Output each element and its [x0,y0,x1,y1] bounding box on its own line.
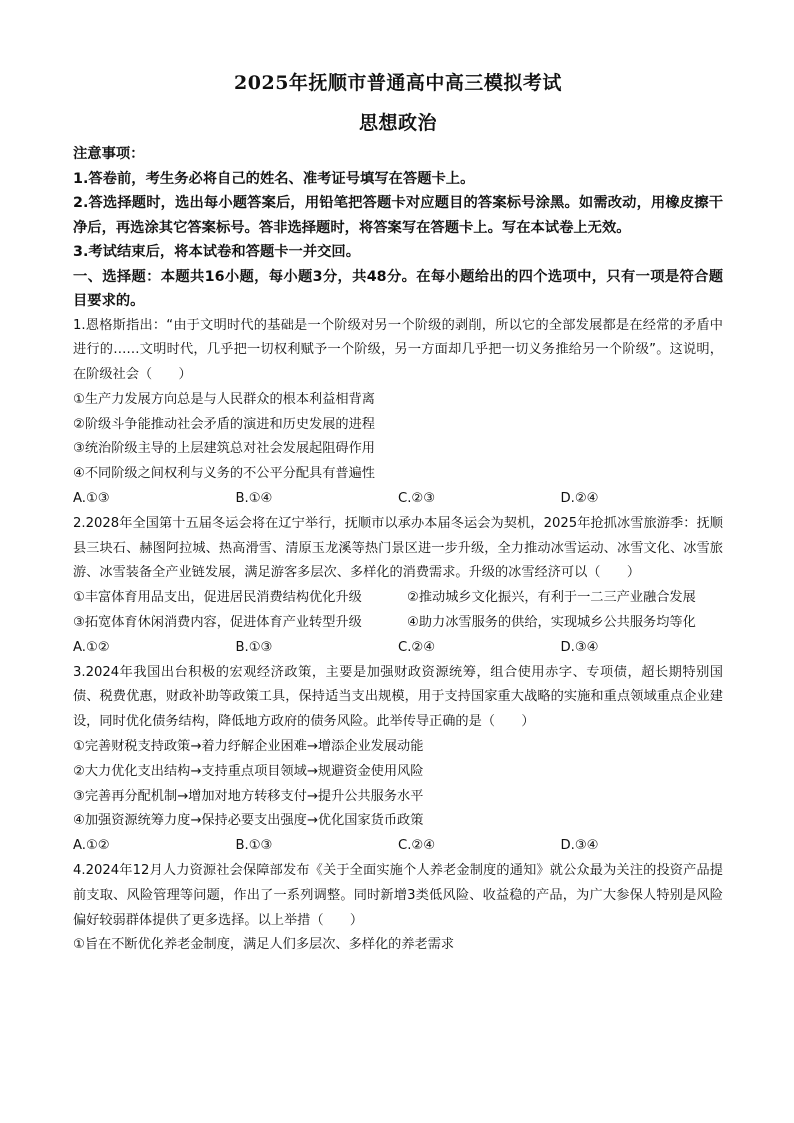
question-stem: 2.2028年全国第十五届冬运会将在辽宁举行，抚顺市以承办本届冬运会为契机，2025年抢抓冰雪旅游季：抚顺县三块石、赫图阿拉城、热高滑雪、清原玉龙溪等热门景区进一步升级，全力推动冰雪运动、冰雪文化、冰雪旅游、冰雪装备全产业链发展，满足游客多层次、多样化的消费需求。升级的冰雪经济可以（ ） [73,515,723,581]
choice-d: D.③④ [560,838,599,854]
statement: ②大力优化支出结构→支持重点项目领域→规避资金使用风险 [73,763,424,779]
statement-row [73,611,723,636]
choice-d: D.②④ [560,491,599,507]
choice-b: B.①③ [235,639,273,655]
question-stem: 3.2024年我国出台积极的宏观经济政策，主要是加强财政资源统筹，组合使用赤字、专项债，超长期特别国债、税费优惠，财政补助等政策工具，保持适当支出规模，用于支持国家重大战略的实施和重点领域重点企业建设，同时优化债务结构，降低地方政府的债务风险。此举传导正确的是（ ） [73,664,723,730]
answer-choices [73,487,723,512]
statement: ④不同阶级之间权利与义务的不公平分配具有普遍性 [73,466,375,482]
question-1 [73,314,723,512]
choice-c: C.②③ [398,491,436,507]
question-2 [73,512,723,661]
notice-item: 1.答卷前，考生务必将自己的姓名、准考证号填写在答题卡上。 [73,170,475,187]
choice-b: B.①③ [235,838,273,854]
choice-c: C.②④ [398,838,436,854]
statement: ①旨在不断优化养老金制度，满足人们多层次、多样化的养老需求 [73,937,455,953]
exam-title: 2025年抚顺市普通高中高三模拟考试 [234,72,562,94]
statement: ③拓宽体育休闲消费内容，促进体育产业转型升级 [73,615,362,631]
choice-b: B.①④ [235,491,273,507]
statement-row [73,586,723,611]
statement: ①生产力发展方向总是与人民群众的根本利益相背离 [73,391,375,407]
notice-item: 2.答选择题时，选出每小题答案后，用铅笔把答题卡对应题目的答案标号涂黑。如需改动，用橡皮擦干净后，再选涂其它答案标号。答非选择题时，将答案写在答题卡上。写在本试卷上无效。 [73,195,723,236]
statement: ①丰富体育用品支出，促进居民消费结构优化升级 [73,590,362,606]
statement: ④助力冰雪服务的供给，实现城乡公共服务均等化 [407,615,696,631]
answer-choices [73,636,723,661]
question-4 [73,859,723,958]
choice-a: A.①③ [73,491,110,507]
statement: ④加强资源统筹力度→保持必要支出强度→优化国家货币政策 [73,813,424,829]
section-heading: 一、选择题：本题共16小题，每小题3分，共48分。在每小题给出的四个选项中，只有一项是符合题目要求的。 [73,268,723,309]
answer-choices [73,834,723,859]
statement: ②推动城乡文化振兴，有利于一二三产业融合发展 [407,590,696,606]
statement: ③完善再分配机制→增加对地方转移支付→提升公共服务水平 [73,788,424,804]
statement: ③统治阶级主导的上层建筑总对社会发展起阻碍作用 [73,441,375,457]
statement: ②阶级斗争能推动社会矛盾的演进和历史发展的进程 [73,416,375,432]
choice-c: C.②④ [398,639,436,655]
choice-d: D.③④ [560,639,599,655]
exam-page [73,70,723,958]
question-stem: 1.恩格斯指出：“由于文明时代的基础是一个阶级对另一个阶级的剥削，所以它的全部发展都是在经常的矛盾中进行的……文明时代，几乎把一切权利赋予一个阶级，另一方面却几乎把一切义务推给另一个阶级”。这说明，在阶级社会（ ） [73,317,723,383]
statement: ①完善财税支持政策→着力纾解企业困难→增添企业发展动能 [73,739,424,755]
subject-title: 思想政治 [358,112,437,134]
question-stem: 4.2024年12月人力资源社会保障部发布《关于全面实施个人养老金制度的通知》就公众最为关注的投资产品提前支取、风险管理等问题，作出了一系列调整。同时新增3类低风险、收益稳的产品，为广大参保人特别是风险偏好较弱群体提供了更多选择。以上举措（ ） [73,863,723,928]
notice-heading: 注意事项： [73,146,145,162]
choice-a: A.①② [73,639,110,655]
notice-item: 3.考试结束后，将本试卷和答题卡一并交回。 [73,244,361,260]
question-3 [73,661,723,859]
choice-a: A.①② [73,838,110,854]
